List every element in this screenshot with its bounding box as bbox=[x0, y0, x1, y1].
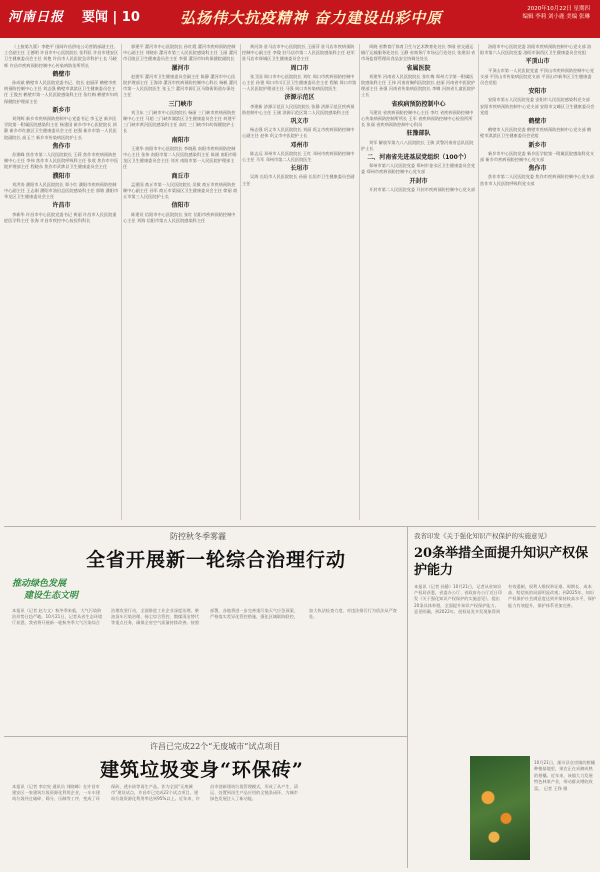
region-heading: 新乡市 bbox=[528, 141, 547, 149]
honoree-list: 刘卫东 三门峡市中心医院院长 杨丽 三门峡市疾病预防控制中心主任 马超 三门峡市湖滨区卫生健康委员会主任 何建平 三门峡市黄河医院感染科主任 高红 三门峡市妇幼保健院护士长 bbox=[123, 109, 236, 134]
text-column-2 bbox=[123, 44, 238, 520]
region-heading: 二、河南省先进基层党组织（100个） bbox=[367, 154, 470, 162]
region-heading: 驻豫部队 bbox=[406, 130, 431, 138]
story1-body: 本报讯（记者 赵力文）秋冬季来临，大气污染防治形势日趋严峻。10月21日，记者从省生态环境厅获悉，我省将开展新一轮秋冬季大气污染综合治理攻坚行动，全面推进工业企业深度治理、柴油货车污染治理、扬尘综合管控、散煤清洁替代等重点任务，确保全省空气质量持续改善。按照部署，各地将进一步完善重污染天气应急预案，严格落实差异化管控措施，强化区域联防联控，加大执法检查力度，对违法排污行为依法从严查处。 bbox=[12, 608, 397, 626]
honoree-list: 洛阳市中心医院党委 洛阳市疾病预防控制中心党支部 洛阳市第六人民医院党委 洛阳市涧西区卫生健康委员会党组 bbox=[480, 44, 592, 56]
story2-headline: 建筑垃圾变身“环保砖” bbox=[100, 759, 304, 781]
honoree-list: 陈志远 邓州市人民医院院长 王红 邓州市疾病预防控制中心主任 马军 邓州市第二人民医院医生 bbox=[242, 150, 355, 163]
region-heading: 焦作市 bbox=[52, 142, 71, 150]
story3-headline: 20条举措全面提升知识产权保护能力 bbox=[414, 546, 589, 578]
green-development-tag bbox=[12, 578, 78, 602]
honoree-list: 马建设 省疾病预防控制中心主任 李红 省疾病预防控制中心传染病预防控制所所长 王军 省疾病预防控制中心检验所所长 张丽 省疾病预防控制中心科员 bbox=[361, 109, 474, 128]
honoree-list: 刘洪涛 濮阳市人民医院院长 郑小红 濮阳市疾病预防控制中心副主任 王志刚 濮阳市油田总医院感染科主任 郭敏 濮阳市华龙区卫生健康委员会主任 bbox=[4, 181, 119, 200]
column-divider bbox=[478, 44, 479, 520]
honoree-list: 开封市第二人民医院党委 开封市疾病预防控制中心党支部 bbox=[369, 186, 476, 192]
honoree-list: 黄河涛 驻马店市中心医院院长 王丽萍 驻马店市疾病预防控制中心副主任 李俊 驻马店市第二人民医院感染科主任 赵军 驻马店市驿城区卫生健康委员会主任 bbox=[242, 44, 355, 62]
region-heading: 濮阳市 bbox=[52, 172, 71, 180]
photo-caption: 10月21日，淅川县仓房镇的柑橘种植基地里，果农正在采摘成熟的柑橘。近年来，该镇大力发展特色林果产业，带动群众增收致富。 记者 王铮 摄 bbox=[534, 760, 595, 791]
honoree-list: 张卫国 周口市中心医院院长 刘红 周口市疾病预防控制中心主任 孙建 周口市川汇区卫生健康委员会主任 程敏 周口市第一人民医院护理部主任 马强 周口市传染病医院医生 bbox=[242, 73, 357, 92]
region-heading: 漯河市 bbox=[171, 64, 190, 72]
honoree-list: 平顶山市第一人民医院党委 平顶山市疾病预防控制中心党支部 平顶山市传染病医院党支部 平顶山市新华区卫生健康委员会党组 bbox=[480, 67, 595, 86]
honoree-list: 孟建国 商丘市第一人民医院院长 吴敏 商丘市疾病预防控制中心副主任 孙军 商丘市梁园区卫生健康委员会主任 徐丽 商丘市第三人民医院护士长 bbox=[123, 181, 238, 200]
region-heading: 长垣市 bbox=[290, 165, 309, 173]
honoree-list: 新乡市中心医院党委 新乡医学院第一附属医院感染科党支部 新乡市疾病预防控制中心党支部 bbox=[480, 150, 595, 163]
honoree-list: 周晓 省教育厅体育卫生与艺术教育处处长 李刚 省交通运输厅运输服务处处长 王静 省商务厅市场运行处处长 张建国 省市场监督管理局食品安全协调处处长 bbox=[361, 44, 476, 62]
honoree-list: 焦作市第二人民医院党委 焦作市疾病预防控制中心党支部 焦作市人民医院呼吸科党支部 bbox=[480, 174, 595, 186]
masthead bbox=[0, 0, 600, 38]
tag-line-2: 建设生态文明 bbox=[24, 591, 79, 601]
region-heading: 许昌市 bbox=[52, 202, 71, 210]
honoree-list: （上接第九版）李艳平 国网许昌供电公司营销部副主任、工会副主任 王德明 许昌市中心医院院长 张利民 许昌市建安区卫生健康委员会主任 刘艳 许昌市人民医院急诊科护士长 马晓辉 许昌市疾病预防控制中心传染病防治所所长 bbox=[4, 44, 119, 68]
issue-date: 2020年10月22日 星期四 bbox=[527, 6, 590, 12]
honoree-list: 刘军 解放军第九八八医院院长 王敏 武警河南省总队医院护士长 bbox=[361, 139, 474, 151]
region-heading: 三门峡市 bbox=[168, 100, 193, 108]
orange-harvest-photo bbox=[470, 756, 530, 860]
text-column-4 bbox=[361, 44, 476, 520]
honoree-list: 王建华 南阳市中心医院院长 李晓燕 南阳市疾病预防控制中心主任 张伟 南阳市第二人民医院感染科主任 陈刚 南阳市卧龙区卫生健康委员会主任 刘芳 南阳市第一人民医院护理部主任 bbox=[123, 145, 238, 170]
region-heading: 巩义市 bbox=[290, 118, 309, 126]
story-divider-horizontal bbox=[4, 736, 407, 737]
region-heading: 开封市 bbox=[409, 177, 428, 185]
text-column-3 bbox=[242, 44, 357, 520]
section-divider bbox=[4, 526, 596, 527]
story2-kicker: 许昌已完成22个“无废城市”试点项目 bbox=[150, 742, 281, 751]
honoree-list: 安阳市第五人民医院党委 安阳市人民医院感染科党支部 安阳市疾病预防控制中心党支部 安阳市文峰区卫生健康委员会党组 bbox=[480, 97, 595, 115]
honoree-list: 鹤壁市人民医院党委 鹤壁市疾病预防控制中心党支部 鹤壁市淇滨区卫生健康委员会党组 bbox=[480, 127, 592, 139]
honoree-list: 吴海 长垣市人民医院院长 孙丽 长垣市卫生健康委员会副主任 bbox=[242, 174, 355, 186]
banner-slogan: 弘扬伟大抗疫精神 奋力建设出彩中原 bbox=[180, 9, 443, 27]
region-heading: 信阳市 bbox=[171, 202, 190, 210]
region-heading: 新乡市 bbox=[52, 106, 71, 114]
region-heading: 省属医院 bbox=[406, 64, 431, 72]
honoree-list: 苏建峰 焦作市第二人民医院院长 王莉 焦作市疾病预防控制中心主任 李伟 焦作市人民医院呼吸科主任 张欣 焦作市中医院护理部主任 程晓东 焦作市武陟县卫生健康委员会主任 bbox=[4, 152, 119, 170]
story1-headline: 全省开展新一轮综合治理行动 bbox=[86, 549, 347, 571]
honoree-list: 李建新 济源示范区人民医院院长 张静 济源示范区疾病预防控制中心主任 王刚 济源示范区第二人民医院感染科主任 bbox=[242, 103, 355, 115]
tag-line-1: 推动绿色发展 bbox=[12, 579, 67, 589]
honoree-list: 孙成斌 鹤壁市人民医院党委书记、院长 赵丽萍 鹤壁市疾病预防控制中心主任 刘志强 鹤壁市淇滨区卫生健康委员会主任 王俊杰 鹤壁市第一人民医院感染科主任 张红梅 鹤壁市妇幼保健院护理部主任 bbox=[4, 80, 119, 104]
honoree-list: 陈建设 信阳市中心医院院长 张红 信阳市疾病预防控制中心主任 刘海 信阳市第五人民医院感染科主任 bbox=[123, 211, 236, 223]
region-heading: 省疾病预防控制中心 bbox=[391, 100, 446, 108]
region-heading: 商丘市 bbox=[171, 172, 190, 180]
issue-editors: 编辑 李莉 刘小鹿 美编 张琳 bbox=[522, 14, 590, 20]
honoree-list: 刘剑辉 新乡市疾病预防控制中心党委书记 李玉芝 新乡医学院第一附属医院感染科主任 杨建国 新乡市中心医院院长 郭静 新乡市红旗区卫生健康委员会主任 赵强 新乡市第一人民医院副院长 高玉兰 新乡市传染病医院护士长 bbox=[4, 116, 117, 140]
story3-body: 本报讯（记者 孙静）10月21日，记者从省知识产权局获悉，省委办公厅、省政府办公厅近日印发《关于强化知识产权保护的实施意见》，提出20条具体举措，全面提升知识产权保护能力。意见明确，到2022年，侵权易发多发现象得到有效遏制，权利人维权举证难、周期长、成本高、赔偿低的局面明显改观；到2025年，知识产权保护社会满意度达到并保持较高水平，保护能力有效提升，保护体系更加完善。 bbox=[414, 584, 596, 614]
column-divider bbox=[121, 44, 122, 520]
region-heading: 南阳市 bbox=[171, 136, 190, 144]
honoree-list: 郑州市第六人民医院党委 郑州市金水区卫生健康委员会党委 郑州市疾病预防控制中心党支部 bbox=[361, 163, 476, 175]
story-divider bbox=[407, 526, 408, 868]
column-divider bbox=[359, 44, 360, 520]
region-heading: 鹤壁市 bbox=[528, 118, 547, 126]
newspaper-logo: 河南日报 bbox=[8, 10, 65, 25]
region-heading: 济源示范区 bbox=[284, 94, 315, 102]
honoree-list: 李新华 许昌市中心医院党委书记 黄丽 许昌市人民医院重症医学科主任 张海 许昌市疾控中心检验科科长 bbox=[4, 211, 117, 223]
issue-meta bbox=[523, 5, 591, 21]
region-heading: 鹤壁市 bbox=[52, 70, 71, 78]
section-label: 要闻 | 10 bbox=[82, 10, 140, 25]
region-heading: 平顶山市 bbox=[525, 58, 550, 66]
story3-kicker: 我省印发《关于强化知识产权保护的实施意见》 bbox=[414, 532, 551, 540]
honoree-list: 郭建平 漯河市中心医院院长 孙红霞 漯河市疾病预防控制中心副主任 刘晓东 漯河市第三人民医院感染科主任 王丽 漯河市召陵区卫生健康委员会主任 李强 漯河市妇幼保健院副院长 bbox=[123, 44, 238, 62]
honoree-list: 赵建军 漯河市卫生健康委员会副主任 陈静 漯河市中心医院护理部主任 王海涛 漯河市疾病预防控制中心科长 杨帆 漯河市第一人民医院医生 张玉兰 漯河市源汇区马路街街道办事处主任 bbox=[123, 73, 238, 98]
text-column-1 bbox=[4, 44, 119, 520]
region-heading: 安阳市 bbox=[528, 88, 547, 96]
region-heading: 周口市 bbox=[290, 64, 309, 72]
honoree-list: 刘建华 河南省人民医院院长 张红梅 郑州大学第一附属医院感染科主任 王伟 河南省胸科医院院长 赵丽 河南省中医院护理部主任 孙强 河南省传染病医院院长 李娜 河南省儿童医院护士长 bbox=[361, 73, 476, 98]
column-divider bbox=[240, 44, 241, 520]
honoree-list: 杨志强 巩义市人民医院院长 刘丽 巩义市疾病预防控制中心副主任 赵伟 巩义市中医院护士长 bbox=[242, 127, 355, 139]
region-heading: 邓州市 bbox=[290, 141, 309, 149]
award-list-area bbox=[4, 44, 596, 520]
text-column-5 bbox=[480, 44, 595, 520]
region-heading: 焦作市 bbox=[528, 165, 547, 173]
story2-body: 本报讯（记者 李宗宪 通讯员 刘晓峰）在许昌市建安区一家建筑垃圾资源化利用企业，一车车建筑垃圾经过破碎、筛分、压制等工序，变成了环保砖、透水砖等再生产品。作为全国“无废城市”建设试点，许昌市已完成22个试点项目，建筑垃圾资源化利用率达到95%以上。近年来，许昌市创新建筑垃圾管理模式，形成了从产生、清运、处置到再生产品应用的全链条闭环，为城市绿色发展注入了新动能。 bbox=[12, 784, 298, 802]
story1-kicker: 防控秋冬季雾霾 bbox=[170, 532, 226, 541]
